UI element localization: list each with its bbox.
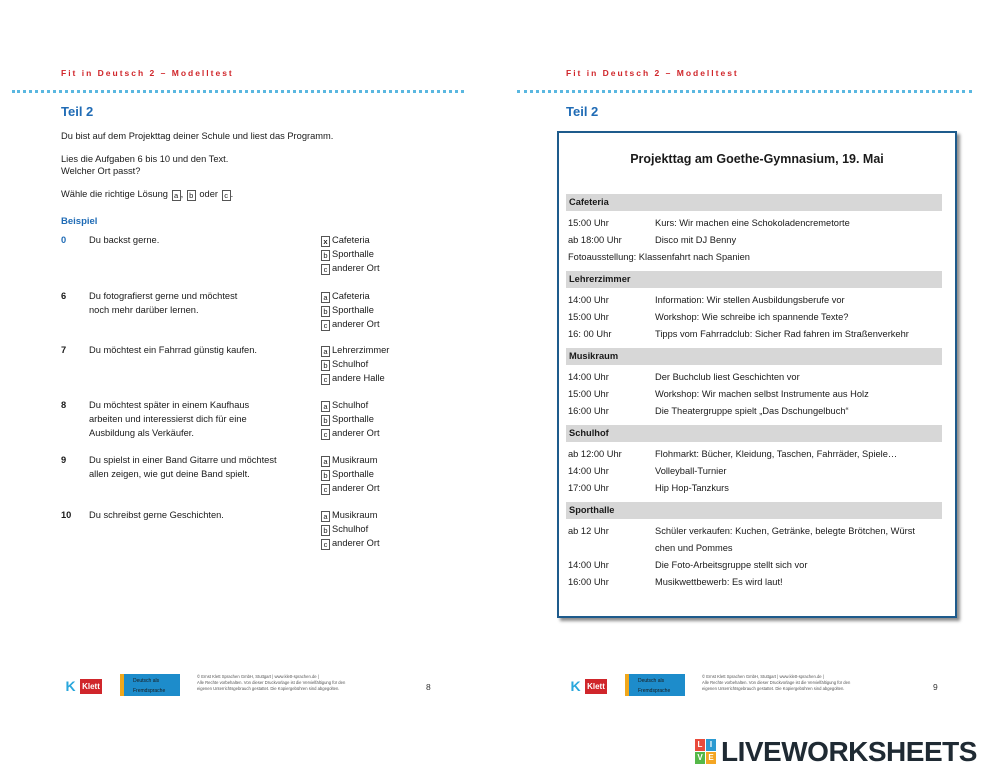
task-text-line: Du möchtest später in einem Kaufhaus bbox=[89, 400, 250, 410]
program-time: ab 12:00 Uhr bbox=[568, 449, 622, 459]
program-time: 16:00 Uhr bbox=[568, 577, 609, 587]
page-footer bbox=[0, 672, 490, 712]
program-title: Projekttag am Goethe-Gymnasium, 19. Mai bbox=[630, 152, 884, 166]
daf-label: Deutsch als bbox=[133, 678, 160, 684]
header-divider bbox=[12, 90, 464, 93]
program-box bbox=[557, 131, 957, 618]
copyright-line: © Ernst Klett Sprachen GmbH, Stuttgart | www.klett-sprachen.de | bbox=[702, 674, 824, 679]
header-divider bbox=[517, 90, 972, 93]
task-text-line: arbeiten und interessierst dich für eine bbox=[89, 414, 247, 424]
task-options bbox=[321, 289, 441, 331]
answer-label: Sporthalle bbox=[332, 469, 374, 479]
intro-choose-text: Wähle die richtige Lösung bbox=[61, 189, 168, 199]
copyright-notice bbox=[197, 674, 387, 692]
klett-logo bbox=[567, 678, 609, 695]
page-number: 8 bbox=[426, 682, 431, 692]
program-time: 14:00 Uhr bbox=[568, 372, 609, 382]
answer-option[interactable] bbox=[321, 481, 441, 495]
task-text-line: Du möchtest ein Fahrrad günstig kaufen. bbox=[89, 345, 257, 355]
option-box-c: c bbox=[222, 190, 231, 201]
intro-instructions bbox=[61, 153, 228, 177]
answer-checkbox[interactable]: c bbox=[321, 429, 330, 440]
intro-choose: Wähle die richtige Lösung a , b oder c . bbox=[61, 189, 234, 200]
daf-label: Fremdsprache bbox=[638, 688, 671, 694]
task-number: 0 bbox=[61, 235, 67, 245]
answer-label: Schulhof bbox=[332, 524, 369, 534]
answer-label: Schulhof bbox=[332, 359, 369, 369]
copyright-line: Alle Rechte vorbehalten. Von dieser Druckvorlage ist die Vervielfältigung für den bbox=[702, 680, 851, 685]
daf-logo bbox=[120, 674, 180, 696]
worksheet-page-left bbox=[0, 0, 490, 730]
program-event: Flohmarkt: Bücher, Kleidung, Taschen, Fahrräder, Spiele… bbox=[655, 449, 898, 459]
answer-label: anderer Ort bbox=[332, 483, 380, 493]
program-section-header: Musikraum bbox=[566, 348, 942, 365]
logo-letter: I bbox=[706, 739, 716, 751]
logo-letter: V bbox=[695, 752, 705, 764]
answer-checkbox: b bbox=[321, 250, 330, 261]
program-event: Kurs: Wir machen eine Schokoladencremetorte bbox=[655, 218, 850, 228]
program-time: 17:00 Uhr bbox=[568, 483, 609, 493]
task-options bbox=[321, 233, 441, 275]
answer-option[interactable] bbox=[321, 467, 441, 481]
answer-checkbox[interactable]: c bbox=[321, 374, 330, 385]
answer-checkbox[interactable]: a bbox=[321, 456, 330, 467]
logo-letter: E bbox=[706, 752, 716, 764]
answer-label: Sporthalle bbox=[332, 414, 374, 424]
worksheet-page-right bbox=[505, 0, 1000, 730]
program-time: 14:00 Uhr bbox=[568, 466, 609, 476]
intro-or: oder bbox=[199, 189, 218, 199]
section-title: Teil 2 bbox=[566, 104, 599, 119]
program-event: Workshop: Wie schreibe ich spannende Texte? bbox=[655, 312, 849, 322]
answer-option[interactable] bbox=[321, 453, 441, 467]
program-section-header: Sporthalle bbox=[566, 502, 942, 519]
answer-checkbox[interactable]: a bbox=[321, 511, 330, 522]
answer-option[interactable] bbox=[321, 289, 441, 303]
answer-checkbox[interactable]: b bbox=[321, 415, 330, 426]
answer-checkbox[interactable]: c bbox=[321, 539, 330, 550]
answer-option[interactable] bbox=[321, 303, 441, 317]
answer-option[interactable] bbox=[321, 412, 441, 426]
header-title: Fit in Deutsch 2 – Modelltest bbox=[61, 68, 234, 78]
answer-label: Sporthalle bbox=[332, 305, 374, 315]
task-options bbox=[321, 508, 441, 550]
task-text-line: noch mehr darüber lernen. bbox=[89, 305, 199, 315]
program-event: Hip Hop-Tanzkurs bbox=[655, 483, 729, 493]
task-text-line: allen zeigen, wie gut deine Band spielt. bbox=[89, 469, 250, 479]
copyright-line: © Ernst Klett Sprachen GmbH, Stuttgart | www.klett-sprachen.de | bbox=[197, 674, 319, 679]
task-text bbox=[89, 233, 299, 247]
answer-checkbox[interactable]: a bbox=[321, 346, 330, 357]
klett-k-icon: K bbox=[65, 678, 76, 694]
answer-label: Sporthalle bbox=[332, 249, 374, 259]
task-text bbox=[89, 508, 299, 522]
answer-checkbox[interactable]: b bbox=[321, 525, 330, 536]
answer-label: anderer Ort bbox=[332, 263, 380, 273]
task-options bbox=[321, 398, 441, 440]
answer-option[interactable] bbox=[321, 508, 441, 522]
answer-label: Lehrerzimmer bbox=[332, 345, 390, 355]
task-text bbox=[89, 289, 299, 317]
task-number: 10 bbox=[61, 510, 72, 520]
answer-label: Cafeteria bbox=[332, 235, 370, 245]
answer-label: Cafeteria bbox=[332, 291, 370, 301]
task-options bbox=[321, 453, 441, 495]
answer-checkbox[interactable]: c bbox=[321, 484, 330, 495]
program-time: 15:00 Uhr bbox=[568, 312, 609, 322]
task-text bbox=[89, 453, 299, 481]
answer-option bbox=[321, 233, 441, 247]
answer-option[interactable] bbox=[321, 317, 441, 331]
klett-label: Klett bbox=[80, 679, 102, 694]
task-text-line: Du schreibst gerne Geschichten. bbox=[89, 510, 224, 520]
answer-option[interactable] bbox=[321, 343, 441, 357]
answer-label: andere Halle bbox=[332, 373, 385, 383]
task-number: 7 bbox=[61, 345, 67, 355]
answer-label: Musikraum bbox=[332, 510, 378, 520]
answer-option[interactable] bbox=[321, 357, 441, 371]
program-event: Die Foto-Arbeitsgruppe stellt sich vor bbox=[655, 560, 808, 570]
copyright-line: Alle Rechte vorbehalten. Von dieser Druckvorlage ist die Vervielfältigung für den bbox=[197, 680, 346, 685]
answer-label: Musikraum bbox=[332, 455, 378, 465]
program-time: 15:00 Uhr bbox=[568, 218, 609, 228]
daf-label: Deutsch als bbox=[638, 678, 665, 684]
answer-label: anderer Ort bbox=[332, 319, 380, 329]
intro-line: Lies die Aufgaben 6 bis 10 und den Text. bbox=[61, 154, 229, 164]
answer-option[interactable] bbox=[321, 371, 441, 385]
liveworksheets-wordmark: LIVEWORKSHEETS bbox=[721, 736, 977, 767]
example-label: Beispiel bbox=[61, 216, 98, 227]
klett-logo bbox=[62, 678, 104, 695]
daf-label: Fremdsprache bbox=[133, 688, 166, 694]
program-event: Fotoausstellung: Klassenfahrt nach Spanien bbox=[568, 252, 750, 262]
task-number: 9 bbox=[61, 455, 67, 465]
program-event: Der Buchclub liest Geschichten vor bbox=[655, 372, 800, 382]
task-number: 8 bbox=[61, 400, 67, 410]
page-footer bbox=[505, 672, 1000, 712]
answer-checkbox[interactable]: b bbox=[321, 470, 330, 481]
program-time: 16: 00 Uhr bbox=[568, 329, 612, 339]
page-number: 9 bbox=[933, 682, 938, 692]
task-text-line: Ausbildung als Verkäufer. bbox=[89, 428, 194, 438]
header-title: Fit in Deutsch 2 – Modelltest bbox=[566, 68, 739, 78]
answer-option[interactable] bbox=[321, 426, 441, 440]
task-text-line: Du spielst in einer Band Gitarre und möchtest bbox=[89, 455, 277, 465]
task-number: 6 bbox=[61, 291, 67, 301]
answer-option[interactable] bbox=[321, 536, 441, 550]
answer-checkbox[interactable]: b bbox=[321, 306, 330, 317]
answer-label: anderer Ort bbox=[332, 538, 380, 548]
program-event: Information: Wir stellen Ausbildungsberufe vor bbox=[655, 295, 845, 305]
answer-label: anderer Ort bbox=[332, 428, 380, 438]
program-time: 16:00 Uhr bbox=[568, 406, 609, 416]
answer-checkbox[interactable]: b bbox=[321, 360, 330, 371]
option-box-b: b bbox=[187, 190, 196, 201]
program-event: Volleyball-Turnier bbox=[655, 466, 727, 476]
program-event: Tipps vom Fahrradclub: Sicher Rad fahren im Straßenverkehr bbox=[655, 329, 909, 339]
copyright-line: eigenen Unterrichtsgebrauch gestattet. Die Kopiergebühren sind abgegolten. bbox=[702, 686, 845, 691]
task-text bbox=[89, 398, 299, 440]
answer-option bbox=[321, 261, 441, 275]
copyright-line: eigenen Unterrichtsgebrauch gestattet. Die Kopiergebühren sind abgegolten. bbox=[197, 686, 340, 691]
program-time: 14:00 Uhr bbox=[568, 295, 609, 305]
task-text bbox=[89, 343, 299, 357]
answer-option[interactable] bbox=[321, 522, 441, 536]
answer-checkbox: c bbox=[321, 264, 330, 275]
program-section-header: Schulhof bbox=[566, 425, 942, 442]
klett-k-icon: K bbox=[570, 678, 581, 694]
program-event: Workshop: Wir machen selbst Instrumente aus Holz bbox=[655, 389, 869, 399]
daf-logo bbox=[625, 674, 685, 696]
task-options bbox=[321, 343, 441, 385]
answer-checkbox[interactable]: a bbox=[321, 401, 330, 412]
answer-checkbox[interactable]: c bbox=[321, 320, 330, 331]
klett-label: Klett bbox=[585, 679, 607, 694]
program-section-header: Cafeteria bbox=[566, 194, 942, 211]
answer-checkbox[interactable]: a bbox=[321, 292, 330, 303]
answer-checkbox: x bbox=[321, 236, 330, 247]
program-event: Musikwettbewerb: Es wird laut! bbox=[655, 577, 783, 587]
task-text-line: Du backst gerne. bbox=[89, 235, 160, 245]
answer-option bbox=[321, 247, 441, 261]
option-box-a: a bbox=[172, 190, 181, 201]
program-time: ab 12 Uhr bbox=[568, 526, 609, 536]
answer-label: Schulhof bbox=[332, 400, 369, 410]
section-title: Teil 2 bbox=[61, 104, 94, 119]
program-event: chen und Pommes bbox=[655, 543, 733, 553]
program-event: Die Theatergruppe spielt „Das Dschungelbuch“ bbox=[655, 406, 849, 416]
intro-text: Du bist auf dem Projekttag deiner Schule und liest das Programm. bbox=[61, 131, 334, 141]
answer-option[interactable] bbox=[321, 398, 441, 412]
program-event: Disco mit DJ Benny bbox=[655, 235, 737, 245]
copyright-notice bbox=[702, 674, 892, 692]
program-event: Schüler verkaufen: Kuchen, Getränke, belegte Brötchen, Würst bbox=[655, 526, 915, 536]
task-text-line: Du fotografierst gerne und möchtest bbox=[89, 291, 238, 301]
program-time: 14:00 Uhr bbox=[568, 560, 609, 570]
intro-line: Welcher Ort passt? bbox=[61, 166, 141, 176]
program-time: 15:00 Uhr bbox=[568, 389, 609, 399]
logo-letter: L bbox=[695, 739, 705, 751]
liveworksheets-mark-icon bbox=[695, 739, 717, 765]
program-section-header: Lehrerzimmer bbox=[566, 271, 942, 288]
program-time: ab 18:00 Uhr bbox=[568, 235, 622, 245]
